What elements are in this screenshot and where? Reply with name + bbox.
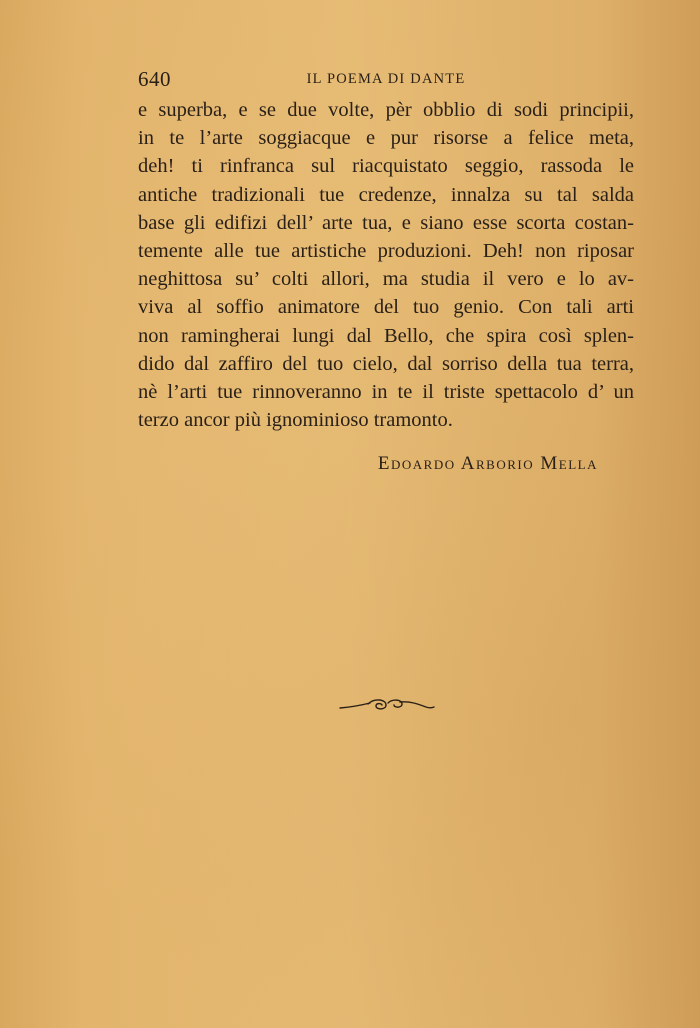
running-head: IL POEMA DI DANTE	[306, 71, 466, 87]
text-line: antiche tradizionali tue credenze, innalza su tal salda	[138, 183, 634, 206]
text-line: temente alle tue artistiche produzioni. Deh! non riposar	[138, 239, 634, 262]
fleuron-ornament-icon	[338, 694, 436, 714]
text-line: base gli edifizi dell’ arte tua, e siano esse scorta costan-	[138, 211, 634, 234]
text-line: neghittosa su’ colti allori, ma studia il vero e lo av-	[138, 268, 634, 291]
text-line: nè l’arti tue rinnoveranno in te il triste spettacolo d’ un	[138, 380, 634, 403]
body-text	[138, 96, 634, 434]
page-number: 640	[138, 67, 171, 91]
text-line: e superba, e se due volte, pèr obblio di sodi principii,	[138, 99, 634, 121]
page-header	[138, 66, 634, 92]
text-line: viva al soffio animatore del tuo genio. Con tali arti	[138, 296, 634, 319]
author-signature: Edoardo Arborio Mella	[377, 453, 598, 474]
text-line: deh! ti rinfranca sul riacquistato seggio, rassoda le	[138, 155, 634, 178]
text-line: terzo ancor più ignominioso tramonto.	[138, 409, 453, 432]
text-line: non ramingherai lungi dal Bello, che spira così splen-	[138, 324, 634, 347]
text-line: dido dal zaffiro del tuo cielo, dal sorriso della tua terra,	[138, 352, 634, 375]
text-line: in te l’arte soggiacque e pur risorse a felice meta,	[138, 127, 634, 150]
